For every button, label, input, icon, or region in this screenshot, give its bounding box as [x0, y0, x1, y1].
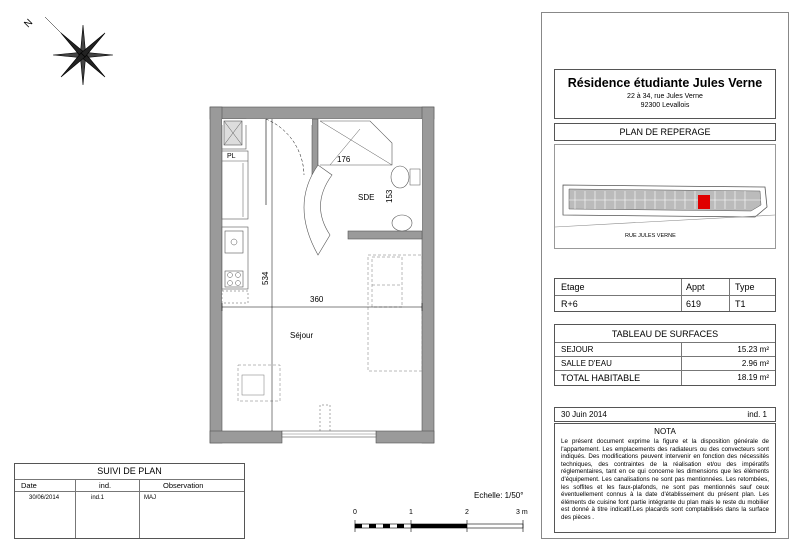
surface-label-total: TOTAL HABITABLE — [561, 373, 641, 383]
nota-title: NOTA — [654, 427, 676, 436]
nota-box — [554, 423, 776, 533]
scale-bar — [350, 514, 535, 539]
reperage-map-box — [554, 144, 776, 249]
suivi-row-date: 30/06/2014 — [29, 495, 60, 501]
revision-index: ind. 1 — [747, 410, 767, 419]
surface-value-sejour: 15.23 m² — [737, 345, 769, 354]
surface-value-salle-eau: 2.96 m² — [741, 359, 769, 368]
value-appt: 619 — [686, 299, 702, 309]
surface-label-salle-eau: SALLE D'EAU — [561, 359, 612, 368]
revision-date: 30 Juin 2014 — [561, 410, 607, 419]
surfaces-table — [554, 324, 776, 386]
revision-box — [554, 407, 776, 422]
apartment-highlight — [698, 195, 710, 209]
street-label: RUE JULES VERNE — [625, 233, 676, 239]
suivi-de-plan-table — [14, 463, 245, 539]
suivi-header-observation: Observation — [163, 481, 204, 490]
dimension-sde-height: 153 — [385, 189, 394, 203]
floor-plan — [180, 95, 460, 455]
bathroom-sde — [304, 119, 422, 255]
surfaces-title: TABLEAU DE SURFACES — [611, 329, 719, 339]
cooktop-icon — [225, 271, 243, 287]
value-type: T1 — [735, 299, 746, 309]
dimension-total-width: 360 — [310, 295, 324, 304]
dimension-sde-width: 176 — [337, 155, 351, 164]
header-type: Type — [735, 282, 755, 292]
location-map — [555, 145, 775, 248]
address-line2: 92300 Levallois — [640, 102, 690, 109]
reperage-title: PLAN DE REPERAGE — [619, 127, 711, 137]
residence-name: Résidence étudiante Jules Verne — [567, 76, 763, 90]
header-appt: Appt — [686, 282, 705, 292]
residence-box — [554, 69, 776, 119]
washbasin-icon — [392, 215, 412, 231]
surface-value-total: 18.19 m² — [737, 373, 769, 382]
suivi-header-ind: ind. — [99, 481, 112, 490]
title-block-panel — [541, 12, 789, 539]
apartment-info-table — [554, 278, 776, 312]
nota-text: Le présent document exprime la figure et la disposition générale de l'appartement. Les emplacements des radiateurs ou des convecteurs sont indiqués. Des modifications peuvent intervenir en fonction des nécessités techniques, des contraintes de la réalisation et/ou des impératifs réglementaires, tant en ce qui concerne les dimensions que les éléments d'équipement. Les canalisations ne sont pas mentionnées. Les retombées, les soffites et les faux-plafonds, ne sont pas mentionnés sauf ceux éventuellement connus à la date d'établissement du présent plan. Les éléments de cuisine font partie intégrante du plan mais le reste du mobilier est donné à titre indicatif.Les placards sont comptabilisés dans la surface des pièces . — [561, 438, 769, 521]
suivi-header-date: Date — [21, 481, 37, 490]
suivi-row-obs: MAJ — [144, 495, 156, 501]
address-line1: 22 à 34, rue Jules Verne — [627, 93, 703, 100]
suivi-title: SUIVI DE PLAN — [97, 466, 162, 476]
header-etage: Etage — [561, 282, 585, 292]
scale-tick-0: 0 — [353, 509, 357, 516]
scale-tick-1: 1 — [409, 509, 413, 516]
room-label-sejour: Séjour — [290, 331, 314, 340]
sink-icon — [225, 231, 243, 253]
scale-label: Echelle: 1/50° — [474, 491, 524, 500]
surface-label-sejour: SEJOUR — [561, 345, 594, 354]
compass-rose-icon — [18, 10, 113, 85]
dimension-total-height: 534 — [261, 271, 270, 285]
room-label-sde: SDE — [358, 193, 375, 202]
window-bay — [282, 405, 376, 437]
north-label: N — [22, 17, 36, 31]
reperage-title-box — [554, 123, 776, 141]
value-etage: R+6 — [561, 299, 578, 309]
scale-tick-3: 3 m — [516, 509, 528, 516]
suivi-row-ind: ind.1 — [91, 495, 105, 501]
room-label-pl: PL — [227, 153, 236, 160]
scale-tick-2: 2 — [465, 509, 469, 516]
wardrobe-outline — [368, 255, 422, 371]
toilet-icon — [391, 166, 409, 188]
